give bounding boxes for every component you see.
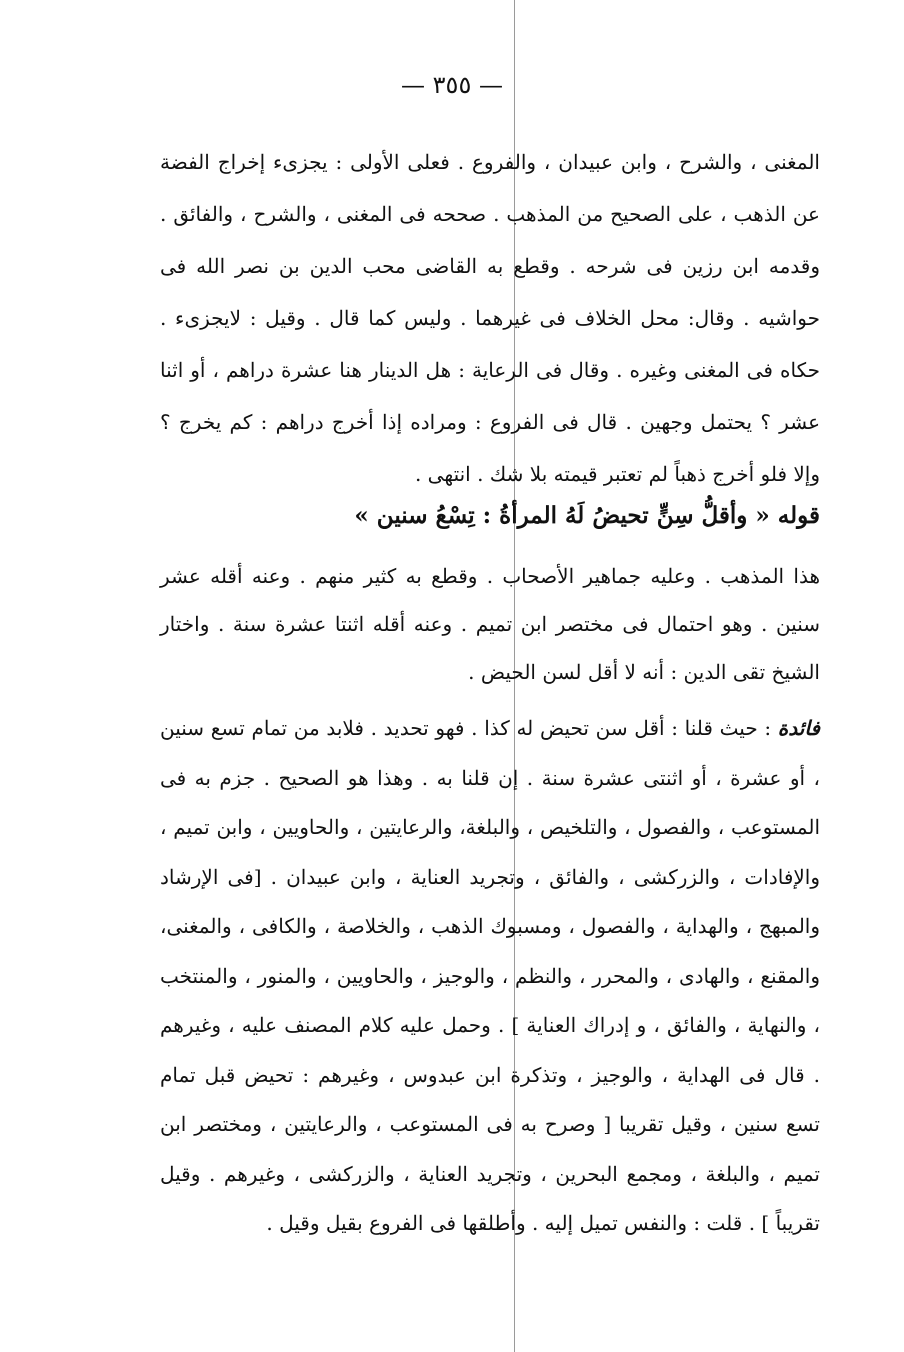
paragraph: المغنى ، والشرح ، وابن عبيدان ، والفروع . فعلى الأولى : يجزىء إخراج الفضة عن الذهب ، على الصحيح من المذهب . صححه فى المغنى ، والشرح ، والفائق . وقدمه ابن رزين فى شرحه . وقطع به القاضى محب الدين بن نصر الله فى حواشيه . وقال: محل الخلاف فى غيرهما . وليس كما قال . وقيل : لايجزىء . حكاه فى المغنى وغيره . وقال فى الرعاية : هل الدينار هنا عشرة دراهم ، أو اثنا عشر ؟ يحتمل وجهين . قال فى الفروع : ومراده إذا أخرج دراهم : كم يخرج ؟ وإلا فلو أخرج ذهباً لم تعتبر قيمته بلا شك . انتهى . <box>160 150 820 486</box>
text-block-3 <box>160 704 820 1249</box>
note-label: فائدة <box>777 716 820 740</box>
note-text: : حيث قلنا : أقل سن تحيض له كذا . فهو تحديد . فلابد من تمام تسع سنين ، أو عشرة ، أو اثنتى عشرة سنة . إن قلنا به . وهذا هو الصحيح . جزم به فى المستوعب ، والفصول ، والتلخيص ، والبلغة، والرعايتين ، والحاويين ، وابن تميم ، والإفادات ، والزركشى ، والفائق ، وتجريد العناية ، وابن عبيدان . [فى الإرشاد والمبهج ، والهداية ، والفصول ، ومسبوك الذهب ، والخلاصة ، والكافى ، والمغنى، والمقنع ، والهادى ، والمحرر ، والنظم ، والوجيز ، والحاويين ، والمنور ، والمنتخب ، والنهاية ، والفائق ، و إدراك العناية ] . وحمل عليه كلام المصنف عليه ، وغيرهم . قال فى الهداية ، والوجيز ، وتذكرة ابن عبدوس ، وغيرهم : تحيض قبل تمام تسع سنين ، وقيل تقريبا [ وصرح به فى المستوعب ، والرعايتين ، ومختصر ابن تميم ، والبلغة ، ومجمع البحرين ، وتجريد العناية ، والزركشى ، وغيرهم . وقيل تقريباً ] . قلت : والنفس تميل إليه . وأطلقها فى الفروع بقيل وقيل . <box>160 716 820 1235</box>
text-block-1 <box>160 136 820 500</box>
page-number: — ٣٥٥ — <box>401 71 503 99</box>
section-heading: قوله « وأقلُّ سِنٍّ تحيضُ لَهُ المرأةُ : تِسْعُ سنين » <box>354 502 820 529</box>
paragraph: هذا المذهب . وعليه جماهير الأصحاب . وقطع به كثير منهم . وعنه أقله عشر سنين . وهو احتمال فى مختصر ابن تميم . وعنه أقله اثنتا عشرة سنة . واختار الشيخ تقى الدين : أنه لا أقل لسن الحيض . <box>160 564 820 684</box>
text-block-2 <box>160 552 820 696</box>
note-paragraph <box>160 704 820 1249</box>
